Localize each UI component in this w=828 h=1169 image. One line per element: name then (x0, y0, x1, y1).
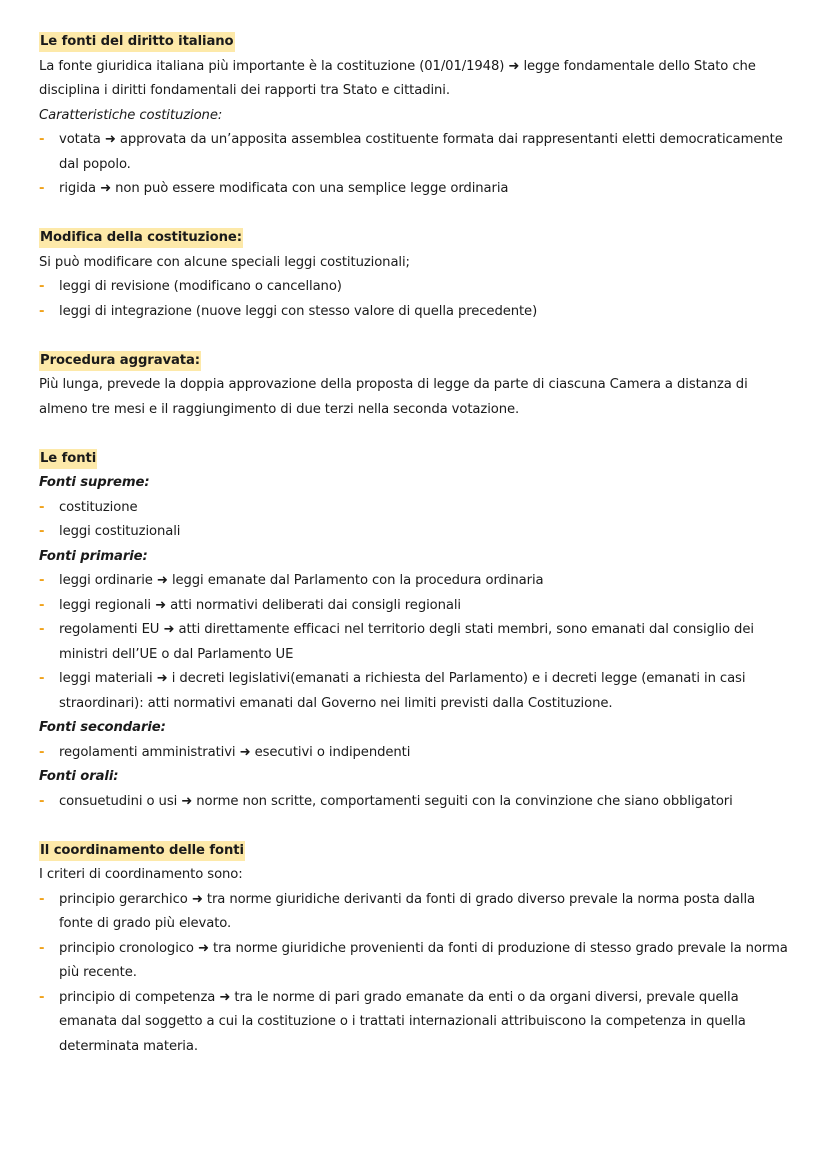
subheading-fonti-orali: Fonti orali: (39, 769, 119, 784)
section-le-fonti (39, 447, 792, 815)
bullet-list (39, 741, 792, 766)
list-item: - regolamenti amministrativi ➜ esecutivi o indipendenti (39, 741, 792, 766)
section-title: Le fonti (39, 449, 97, 469)
list-item: - costituzione (39, 496, 792, 521)
bullet-list (39, 128, 792, 202)
bullet-list (39, 888, 792, 1060)
section-procedura-aggravata (39, 349, 792, 423)
bullet-list (39, 496, 792, 545)
list-item: - principio cronologico ➜ tra norme giuridiche provenienti da fonti di produzione di stesso grado prevale la norma più recente. (39, 937, 792, 986)
subheading-fonti-primarie: Fonti primarie: (39, 548, 148, 564)
list-item: - regolamenti EU ➜ atti direttamente efficaci nel territorio degli stati membri, sono emanati dal consiglio dei ministri dell’UE o dal Parlamento UE (39, 618, 792, 667)
paragraph: Si può modificare con alcune speciali leggi costituzionali; (39, 254, 410, 270)
bullet-list (39, 569, 792, 716)
list-item: - leggi regionali ➜ atti normativi deliberati dai consigli regionali (39, 594, 792, 619)
subheading-fonti-secondarie: Fonti secondarie: (39, 720, 166, 735)
section-coordinamento-fonti (39, 839, 792, 1060)
list-item: - leggi di revisione (modificano o cancellano) (39, 275, 792, 300)
list-item: - leggi costituzionali (39, 520, 792, 545)
paragraph: Caratteristiche costituzione: (39, 107, 223, 123)
section-fonti-diritto (39, 30, 792, 202)
bullet-list (39, 275, 792, 324)
paragraph: La fonte giuridica italiana più importante è la costituzione (01/01/1948) ➜ legge fondamentale dello Stato che disciplina i diritti fondamentali dei rapporti tra Stato e cittadini. (39, 58, 756, 98)
bullet-list (39, 790, 792, 815)
section-title: Il coordinamento delle fonti (39, 841, 245, 861)
list-item: - principio gerarchico ➜ tra norme giuridiche derivanti da fonti di grado diverso prevale la norma posta dalla fonte di grado più elevato. (39, 888, 792, 937)
section-title: Modifica della costituzione: (39, 228, 243, 248)
section-title: Le fonti del diritto italiano (39, 32, 235, 52)
list-item: - consuetudini o usi ➜ norme non scritte, comportamenti seguiti con la convinzione che siano obbligatori (39, 790, 792, 815)
list-item: - principio di competenza ➜ tra le norme di pari grado emanate da enti o da organi diversi, prevale quella emanata dal soggetto a cui la costituzione o i trattati internazionali attribuiscono la competenza in quella determinata materia. (39, 986, 792, 1060)
section-modifica-costituzione (39, 226, 792, 324)
section-title: Procedura aggravata: (39, 351, 201, 371)
list-item: - leggi materiali ➜ i decreti legislativi(emanati a richiesta del Parlamento) e i decreti legge (emanati in casi straordinari): atti normativi emanati dal Governo nei limiti previsti dalla Costituzione. (39, 667, 792, 716)
paragraph: I criteri di coordinamento sono: (39, 867, 243, 882)
list-item: - leggi ordinarie ➜ leggi emanate dal Parlamento con la procedura ordinaria (39, 569, 792, 594)
list-item: - rigida ➜ non può essere modificata con una semplice legge ordinaria (39, 177, 792, 202)
list-item: - votata ➜ approvata da un’apposita assemblea costituente formata dai rappresentanti eletti democraticamente dal popolo. (39, 128, 792, 177)
paragraph: Più lunga, prevede la doppia approvazione della proposta di legge da parte di ciascuna Camera a distanza di almeno tre mesi e il raggiungimento di due terzi nella seconda votazione. (39, 377, 748, 417)
subheading-fonti-supreme: Fonti supreme: (39, 475, 150, 490)
list-item: - leggi di integrazione (nuove leggi con stesso valore di quella precedente) (39, 300, 792, 325)
